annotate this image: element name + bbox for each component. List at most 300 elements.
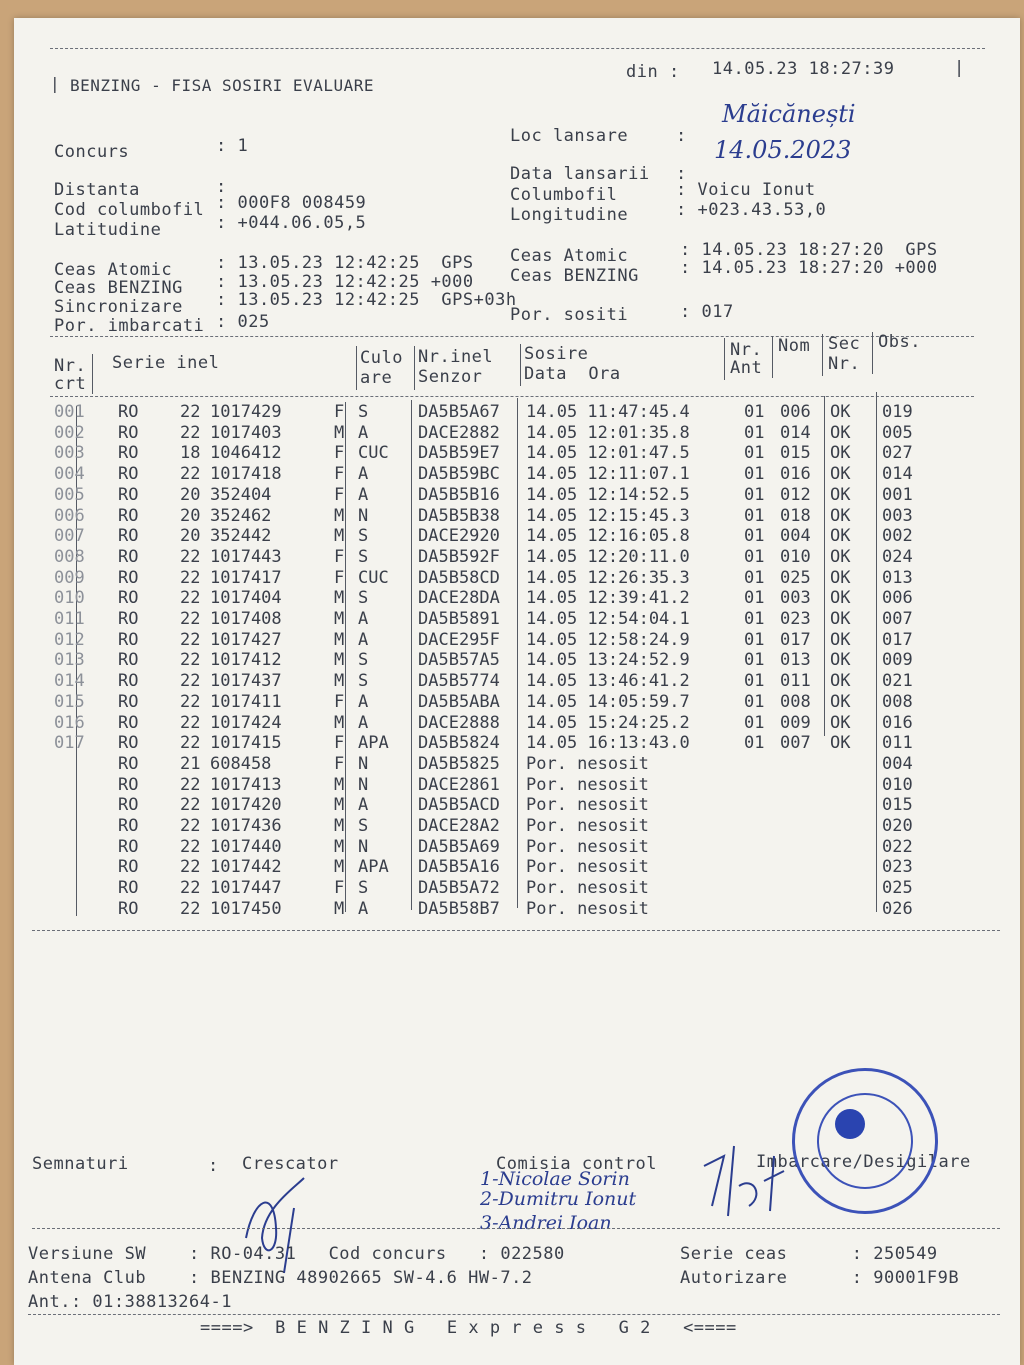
row-tara: RO <box>118 671 139 692</box>
col-senzor-header: Senzor <box>418 367 483 387</box>
columbofil-label: Columbofil <box>510 185 618 205</box>
row-sosire: Por. nesosit <box>526 753 649 774</box>
row-ant: 01 <box>744 629 765 650</box>
crescator-label: Crescator <box>242 1154 339 1174</box>
latitudine-label: Latitudine <box>54 220 162 240</box>
stamp-logo-icon <box>835 1109 865 1139</box>
row-culoare: A <box>358 484 369 505</box>
row-sosire: 14.05 12:16:05.8 <box>526 526 690 547</box>
row-culoare: S <box>358 878 369 899</box>
row-nr: 011 <box>54 609 85 629</box>
row-nom: 012 <box>780 484 811 505</box>
row-nom: 016 <box>780 464 811 485</box>
row-sosire: 14.05 11:47:45.4 <box>526 402 690 422</box>
row-an: 20 <box>180 484 201 505</box>
row-inel: 1017442 <box>210 857 282 878</box>
row-tara: RO <box>118 733 139 754</box>
row-inel: 1017424 <box>210 712 282 733</box>
row-senzor: DA5B5A16 <box>418 857 500 878</box>
row-obs: 009 <box>882 650 913 671</box>
col-rule <box>517 398 518 908</box>
row-an: 18 <box>180 443 201 464</box>
row-an: 22 <box>180 733 201 754</box>
row-nom: 007 <box>780 733 811 754</box>
row-obs: 022 <box>882 836 913 857</box>
row-obs: 021 <box>882 671 913 692</box>
row-ant: 01 <box>744 526 765 547</box>
col-ant-header-2: Ant <box>730 358 763 378</box>
row-obs: 025 <box>882 878 913 899</box>
row-sosire: 14.05 12:11:07.1 <box>526 464 690 485</box>
row-nom: 018 <box>780 505 811 526</box>
row-nr: 001 <box>54 402 85 422</box>
col-culoare-header-2: are <box>360 368 393 388</box>
row-tara: RO <box>118 629 139 650</box>
row-ant: 01 <box>744 464 765 485</box>
row-tara: RO <box>118 526 139 547</box>
row-senzor: DA5B5824 <box>418 733 500 754</box>
ceas-benzing-start-label: Ceas BENZING <box>54 278 183 298</box>
row-senzor: DA5B5B16 <box>418 484 500 505</box>
row-sec: OK <box>830 650 851 671</box>
row-senzor: DA5B5A69 <box>418 836 500 857</box>
row-nr: 017 <box>54 733 85 754</box>
row-an: 22 <box>180 795 201 816</box>
row-inel: 1017436 <box>210 816 282 836</box>
handwritten-date: 14.05.2023 <box>714 136 852 164</box>
row-nom: 025 <box>780 567 811 588</box>
row-an: 22 <box>180 671 201 692</box>
row-sosire: 14.05 12:20:11.0 <box>526 546 690 567</box>
row-an: 22 <box>180 464 201 485</box>
row-senzor: DA5B5ABA <box>418 691 500 712</box>
row-sec: OK <box>830 588 851 609</box>
sincronizare-label: Sincronizare <box>54 297 183 317</box>
row-sosire: Por. nesosit <box>526 816 649 836</box>
divider <box>50 396 974 397</box>
row-senzor: DACE28A2 <box>418 816 500 836</box>
header-bar-left: | <box>50 74 61 93</box>
row-nom: 006 <box>780 402 811 422</box>
row-nr: 016 <box>54 712 85 733</box>
col-rule <box>356 346 357 390</box>
din-label: din : <box>626 62 680 82</box>
row-sec: OK <box>830 609 851 629</box>
row-inel: 1017447 <box>210 878 282 899</box>
row-ant: 01 <box>744 546 765 567</box>
row-culoare: A <box>358 795 369 816</box>
row-senzor: DA5B57A5 <box>418 650 500 671</box>
row-sex: M <box>334 795 345 816</box>
ceas-atomic-start-value: : 13.05.23 12:42:25 GPS <box>216 253 474 273</box>
row-an: 22 <box>180 857 201 878</box>
row-inel: 1017427 <box>210 629 282 650</box>
distanta-value: : <box>216 177 227 197</box>
row-nom: 023 <box>780 609 811 629</box>
comisia-member-1: 1-Nicolae Sorin <box>480 1168 630 1190</box>
longitudine-label: Longitudine <box>510 205 629 225</box>
stamp-inner-ring <box>817 1093 913 1189</box>
row-obs: 011 <box>882 733 913 754</box>
page-title: BENZING - FISA SOSIRI EVALUARE <box>70 76 374 95</box>
row-sosire: 14.05 12:15:45.3 <box>526 505 690 526</box>
row-obs: 001 <box>882 484 913 505</box>
row-senzor: DA5B5B38 <box>418 505 500 526</box>
row-sec: OK <box>830 526 851 547</box>
loc-lansare-value: : <box>676 126 687 146</box>
row-nr: 015 <box>54 691 85 712</box>
row-sex: M <box>334 422 345 443</box>
row-nr: 004 <box>54 464 85 485</box>
row-nr: 002 <box>54 422 85 443</box>
row-sosire: Por. nesosit <box>526 795 649 816</box>
row-an: 22 <box>180 836 201 857</box>
row-tara: RO <box>118 422 139 443</box>
row-sex: F <box>334 546 345 567</box>
row-senzor: DACE2882 <box>418 422 500 443</box>
row-sex: F <box>334 464 345 485</box>
row-obs: 023 <box>882 857 913 878</box>
row-ant: 01 <box>744 609 765 629</box>
row-nom: 010 <box>780 546 811 567</box>
row-an: 22 <box>180 878 201 899</box>
distanta-label: Distanta <box>54 180 140 200</box>
row-sosire: 14.05 13:46:41.2 <box>526 671 690 692</box>
divider <box>32 1228 1000 1229</box>
col-rule <box>411 400 412 910</box>
row-sex: M <box>334 629 345 650</box>
row-obs: 013 <box>882 567 913 588</box>
row-tara: RO <box>118 836 139 857</box>
row-inel: 608458 <box>210 753 272 774</box>
row-tara: RO <box>118 816 139 836</box>
row-an: 22 <box>180 629 201 650</box>
row-nom: 014 <box>780 422 811 443</box>
row-sex: F <box>334 567 345 588</box>
row-nr: 009 <box>54 567 85 588</box>
row-senzor: DA5B59BC <box>418 464 500 485</box>
row-inel: 352442 <box>210 526 272 547</box>
row-sosire: Por. nesosit <box>526 898 649 919</box>
row-nr: 003 <box>54 443 85 464</box>
row-senzor: DA5B5774 <box>418 671 500 692</box>
semnaturi-colon: : <box>208 1156 219 1176</box>
row-culoare: A <box>358 898 369 919</box>
row-sex: M <box>334 774 345 795</box>
row-tara: RO <box>118 443 139 464</box>
row-tara: RO <box>118 857 139 878</box>
row-inel: 1017440 <box>210 836 282 857</box>
row-an: 22 <box>180 650 201 671</box>
col-data-ora-header: Data Ora <box>524 364 621 384</box>
imbarcare-label: Imbarcare/Desigilare <box>756 1152 971 1172</box>
row-inel: 1017412 <box>210 650 282 671</box>
row-inel: 1017408 <box>210 609 282 629</box>
row-sosire: 14.05 13:24:52.9 <box>526 650 690 671</box>
row-sosire: Por. nesosit <box>526 857 649 878</box>
row-culoare: N <box>358 774 369 795</box>
row-ant: 01 <box>744 650 765 671</box>
row-nom: 017 <box>780 629 811 650</box>
row-senzor: DA5B5825 <box>418 753 500 774</box>
row-ant: 01 <box>744 443 765 464</box>
row-sosire: Por. nesosit <box>526 878 649 899</box>
cod-columbofil-value: : 000F8 008459 <box>216 193 367 213</box>
row-nr: 014 <box>54 671 85 692</box>
col-sosire-header: Sosire <box>524 344 589 364</box>
ceas-atomic-end-value: : 14.05.23 18:27:20 GPS <box>680 240 938 260</box>
loc-lansare-label: Loc lansare <box>510 126 629 146</box>
row-tara: RO <box>118 588 139 609</box>
ceas-atomic-end-label: Ceas Atomic <box>510 246 629 266</box>
por-sositi-value: : 017 <box>680 302 734 322</box>
row-sec: OK <box>830 443 851 464</box>
row-sex: M <box>334 505 345 526</box>
row-sosire: 14.05 14:05:59.7 <box>526 691 690 712</box>
row-sosire: Por. nesosit <box>526 774 649 795</box>
row-an: 22 <box>180 546 201 567</box>
row-an: 22 <box>180 422 201 443</box>
row-obs: 003 <box>882 505 913 526</box>
row-obs: 017 <box>882 629 913 650</box>
row-tara: RO <box>118 546 139 567</box>
row-obs: 002 <box>882 526 913 547</box>
row-nom: 008 <box>780 691 811 712</box>
row-sex: M <box>334 898 345 919</box>
sincronizare-value: : 13.05.23 12:42:25 GPS+03h <box>216 290 517 310</box>
row-sec: OK <box>830 402 851 422</box>
concurs-label: Concurs <box>54 142 130 162</box>
cod-columbofil-label: Cod columbofil <box>54 200 205 220</box>
header-bar-right: | <box>954 58 965 78</box>
col-rule <box>772 336 773 378</box>
row-sec: OK <box>830 505 851 526</box>
print-datetime: 14.05.23 18:27:39 <box>712 59 895 79</box>
row-nom: 011 <box>780 671 811 692</box>
row-sex: F <box>334 691 345 712</box>
row-tara: RO <box>118 691 139 712</box>
semnaturi-label: Semnaturi <box>32 1154 129 1174</box>
row-sosire: Por. nesosit <box>526 836 649 857</box>
row-senzor: DA5B5A72 <box>418 878 500 899</box>
row-senzor: DA5B59E7 <box>418 443 500 464</box>
col-rule <box>414 346 415 390</box>
row-ant: 01 <box>744 712 765 733</box>
row-inel: 1017404 <box>210 588 282 609</box>
row-culoare: S <box>358 546 369 567</box>
ceas-benzing-start-value: : 13.05.23 12:42:25 +000 <box>216 272 474 292</box>
row-inel: 1046412 <box>210 443 282 464</box>
row-inel: 1017418 <box>210 464 282 485</box>
ceas-benzing-end-label: Ceas BENZING <box>510 266 639 286</box>
columbofil-value: : Voicu Ionut <box>676 180 816 200</box>
row-sex: F <box>334 402 345 422</box>
row-sosire: 14.05 12:26:35.3 <box>526 567 690 588</box>
row-sec: OK <box>830 422 851 443</box>
latitudine-value: : +044.06.05,5 <box>216 213 367 233</box>
row-an: 22 <box>180 898 201 919</box>
row-sex: M <box>334 650 345 671</box>
col-sec-header-2: Nr. <box>828 354 861 374</box>
row-sec: OK <box>830 629 851 650</box>
row-sec: OK <box>830 546 851 567</box>
row-sex: F <box>334 733 345 754</box>
data-lansarii-label: Data lansarii <box>510 164 650 184</box>
row-nr: 010 <box>54 588 85 609</box>
row-nom: 003 <box>780 588 811 609</box>
row-inel: 1017415 <box>210 733 282 754</box>
row-culoare: S <box>358 816 369 836</box>
col-obs-header: Obs. <box>878 332 921 352</box>
col-crt-header: crt <box>54 374 87 394</box>
row-tara: RO <box>118 402 139 422</box>
concurs-value: : 1 <box>216 136 249 156</box>
row-inel: 352404 <box>210 484 272 505</box>
row-culoare: CUC <box>358 443 389 464</box>
row-nr: 013 <box>54 650 85 671</box>
row-senzor: DA5B5ACD <box>418 795 500 816</box>
row-sosire: 14.05 15:24:25.2 <box>526 712 690 733</box>
row-tara: RO <box>118 609 139 629</box>
row-obs: 004 <box>882 753 913 774</box>
row-nom: 013 <box>780 650 811 671</box>
row-obs: 007 <box>882 609 913 629</box>
col-rule <box>822 334 823 376</box>
col-serie-header: Serie inel <box>112 353 220 373</box>
row-sex: M <box>334 609 345 629</box>
row-an: 22 <box>180 567 201 588</box>
row-senzor: DA5B592F <box>418 546 500 567</box>
col-culoare-header: Culo <box>360 348 403 368</box>
col-rule <box>872 332 873 374</box>
antena-line: Antena Club : BENZING 48902665 SW-4.6 HW-7.2 <box>28 1268 533 1288</box>
row-sex: M <box>334 588 345 609</box>
col-rule <box>520 344 521 386</box>
row-tara: RO <box>118 567 139 588</box>
row-sex: F <box>334 443 345 464</box>
row-obs: 010 <box>882 774 913 795</box>
row-culoare: S <box>358 588 369 609</box>
row-obs: 006 <box>882 588 913 609</box>
row-sec: OK <box>830 464 851 485</box>
row-sec: OK <box>830 484 851 505</box>
row-sec: OK <box>830 691 851 712</box>
divider <box>50 48 985 49</box>
row-tara: RO <box>118 505 139 526</box>
col-sec-header: Sec <box>828 334 861 354</box>
row-nr: 012 <box>54 629 85 650</box>
comisia-label: Comisia control <box>496 1154 658 1174</box>
row-sosire: 14.05 12:39:41.2 <box>526 588 690 609</box>
row-inel: 1017420 <box>210 795 282 816</box>
row-ant: 01 <box>744 484 765 505</box>
row-sosire: 14.05 16:13:43.0 <box>526 733 690 754</box>
row-nom: 015 <box>780 443 811 464</box>
row-obs: 027 <box>882 443 913 464</box>
row-sec: OK <box>830 671 851 692</box>
row-an: 20 <box>180 526 201 547</box>
row-tara: RO <box>118 712 139 733</box>
row-sex: F <box>334 753 345 774</box>
row-sosire: 14.05 12:14:52.5 <box>526 484 690 505</box>
col-rule <box>824 396 825 736</box>
row-inel: 1017413 <box>210 774 282 795</box>
row-obs: 005 <box>882 422 913 443</box>
col-rule <box>92 354 93 394</box>
row-tara: RO <box>118 650 139 671</box>
row-an: 21 <box>180 753 201 774</box>
row-culoare: A <box>358 609 369 629</box>
document-page <box>14 18 1020 1365</box>
row-culoare: N <box>358 836 369 857</box>
row-inel: 1017443 <box>210 546 282 567</box>
por-sositi-label: Por. sositi <box>510 305 629 325</box>
row-senzor: DACE2861 <box>418 774 500 795</box>
row-sec: OK <box>830 712 851 733</box>
row-ant: 01 <box>744 691 765 712</box>
row-an: 20 <box>180 505 201 526</box>
col-ant-header: Nr. <box>730 340 763 360</box>
row-culoare: A <box>358 422 369 443</box>
row-ant: 01 <box>744 402 765 422</box>
row-inel: 1017417 <box>210 567 282 588</box>
row-an: 22 <box>180 774 201 795</box>
row-inel: 1017411 <box>210 691 282 712</box>
row-sosire: 14.05 12:01:35.8 <box>526 422 690 443</box>
row-culoare: CUC <box>358 567 389 588</box>
row-ant: 01 <box>744 505 765 526</box>
row-sex: M <box>334 526 345 547</box>
row-senzor: DACE28DA <box>418 588 500 609</box>
row-an: 22 <box>180 588 201 609</box>
row-nom: 009 <box>780 712 811 733</box>
row-culoare: N <box>358 505 369 526</box>
row-ant: 01 <box>744 588 765 609</box>
row-obs: 026 <box>882 898 913 919</box>
row-culoare: S <box>358 671 369 692</box>
col-nr-header: Nr. <box>54 356 87 376</box>
row-obs: 014 <box>882 464 913 485</box>
col-rule <box>876 392 877 912</box>
club-stamp <box>792 1068 938 1214</box>
comisia-signature <box>694 1136 804 1236</box>
comisia-member-2: 2-Dumitru Ionut <box>480 1188 637 1210</box>
row-tara: RO <box>118 464 139 485</box>
row-culoare: N <box>358 753 369 774</box>
row-senzor: DA5B58B7 <box>418 898 500 919</box>
row-culoare: APA <box>358 857 389 878</box>
row-culoare: S <box>358 526 369 547</box>
row-senzor: DACE2888 <box>418 712 500 733</box>
ceas-benzing-end-value: : 14.05.23 18:27:20 +000 <box>680 258 938 278</box>
row-senzor: DACE2920 <box>418 526 500 547</box>
col-nrinel-header: Nr.inel <box>418 347 494 367</box>
por-imbarcati-value: : 025 <box>216 312 270 332</box>
row-tara: RO <box>118 898 139 919</box>
handwritten-place: Măicănești <box>722 100 856 128</box>
row-nr: 007 <box>54 526 85 547</box>
row-tara: RO <box>118 753 139 774</box>
row-sosire: 14.05 12:58:24.9 <box>526 629 690 650</box>
row-senzor: DA5B5A67 <box>418 402 500 422</box>
row-sex: M <box>334 836 345 857</box>
row-sec: OK <box>830 733 851 754</box>
row-obs: 019 <box>882 402 913 422</box>
autorizare-line: Autorizare : 90001F9B <box>680 1268 960 1288</box>
serie-ceas-line: Serie ceas : 250549 <box>680 1244 938 1264</box>
row-obs: 016 <box>882 712 913 733</box>
row-ant: 01 <box>744 671 765 692</box>
